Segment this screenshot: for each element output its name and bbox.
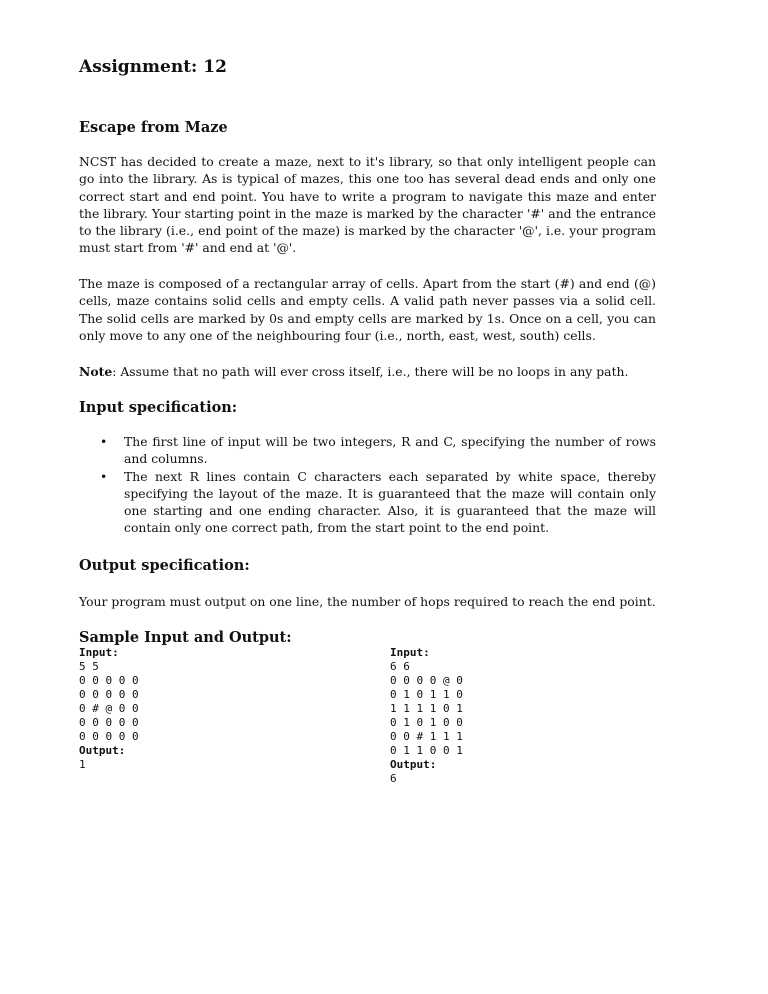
sample-input-line: 0 0 0 0 0 <box>79 730 139 743</box>
maze-description-paragraph: The maze is composed of a rectangular array of cells. Apart from the start (#) and end (@) cells, maze contains solid cells and empty cells. A valid path never passes via a solid cell. The solid cells are marked by 0s and empty cells are marked by 1s. Once on a cell, you can only move to any one of the neighbouring four (i.e., north, east, west, south) cells. <box>79 276 656 343</box>
section-heading-escape-from-maze: Escape from Maze <box>79 119 228 136</box>
sample-input-line: 0 1 0 1 1 0 <box>390 688 463 701</box>
sample-input-line: 0 0 0 0 0 <box>79 674 139 687</box>
bullet-icon: • <box>100 468 108 484</box>
sample-input-line: 0 0 0 0 0 <box>79 688 139 701</box>
list-item <box>79 468 656 537</box>
sample-heading: Sample Input and Output: <box>79 629 292 646</box>
bullet-icon: • <box>100 434 108 449</box>
output-spec-heading: Output specification: <box>79 557 250 574</box>
sample-input-line: 0 0 0 0 @ 0 <box>390 674 463 687</box>
list-item <box>79 433 656 468</box>
note-label: Note <box>79 364 113 379</box>
sample-input-label: Input: <box>390 646 430 659</box>
sample-input-line: 6 6 <box>390 660 410 673</box>
sample-output-label: Output: <box>79 744 126 757</box>
sample-input-line: 0 # @ 0 0 <box>79 702 139 715</box>
sample-right <box>390 646 463 786</box>
sample-input-line: 5 5 <box>79 660 99 673</box>
sample-input-line: 0 1 1 0 0 1 <box>390 744 463 757</box>
note-paragraph <box>79 363 656 380</box>
input-spec-heading: Input specification: <box>79 399 238 416</box>
list-item-text: The next R lines contain C characters each separated by white space, thereby specifying the layout of the maze. It is guaranteed that the maze will contain only one starting and one ending character. Also, it is guaranteed that the maze will contain only one correct path, from the start point to the end point. <box>124 468 656 536</box>
list-item-text: The first line of input will be two integers, R and C, specifying the number of rows and columns. <box>124 434 656 467</box>
sample-input-line: 1 1 1 1 0 1 <box>390 702 463 715</box>
sample-output-value: 1 <box>79 758 86 771</box>
sample-output-value: 6 <box>390 772 397 785</box>
assignment-title: Assignment: 12 <box>79 57 227 77</box>
output-spec-paragraph: Your program must output on one line, the number of hops required to reach the end point. <box>79 594 656 609</box>
input-spec-list <box>79 433 656 537</box>
sample-input-line: 0 0 0 0 0 <box>79 716 139 729</box>
intro-paragraph: NCST has decided to create a maze, next to it's library, so that only intelligent people can go into the library. As is typical of mazes, this one too has several dead ends and only one correct start and end point. You have to write a program to navigate this maze and enter the library. Your starting point in the maze is marked by the character '#' and the entrance to the library (i.e., end point of the maze) is marked by the character '@', i.e. your program must start from '#' and end at '@'. <box>79 154 656 256</box>
sample-output-label: Output: <box>390 758 437 771</box>
sample-input-line: 0 1 0 1 0 0 <box>390 716 463 729</box>
sample-input-label: Input: <box>79 646 119 659</box>
sample-left <box>79 646 139 772</box>
sample-input-line: 0 0 # 1 1 1 <box>390 730 463 743</box>
note-text: : Assume that no path will ever cross itself, i.e., there will be no loops in any path. <box>112 364 629 379</box>
